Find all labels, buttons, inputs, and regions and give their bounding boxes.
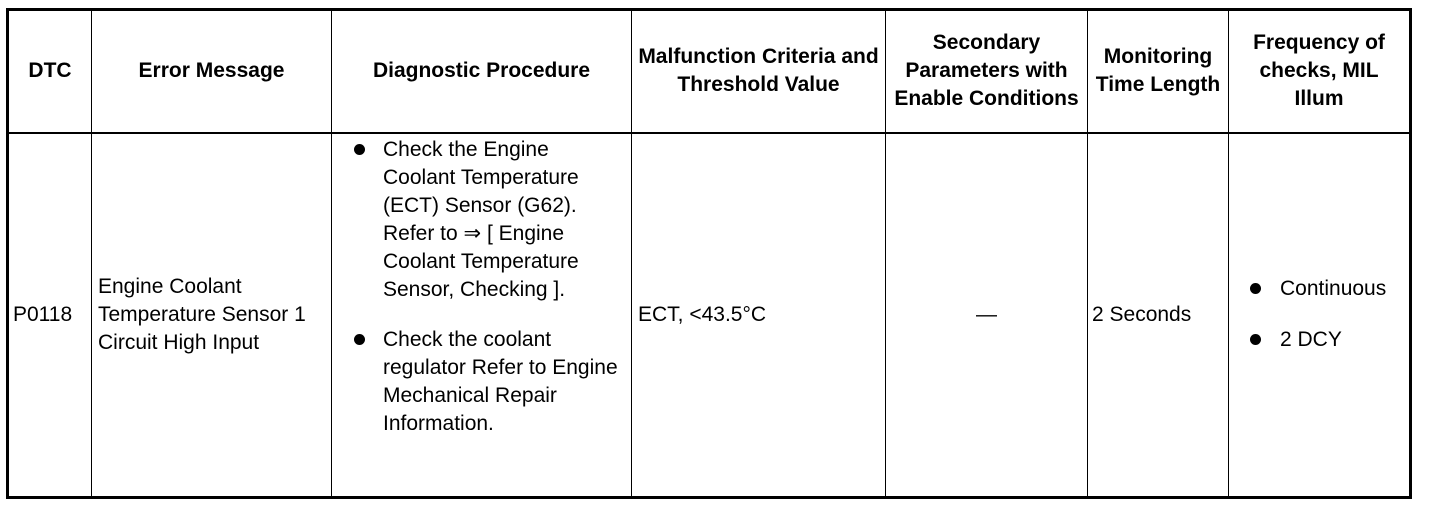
- header-dtc: DTC: [8, 10, 92, 133]
- procedure-list: [332, 136, 631, 438]
- header-secondary-parameters: Secondary Parameters with Enable Conditions: [886, 10, 1088, 133]
- bullet-icon: [354, 334, 365, 345]
- dtc-table: [6, 8, 1412, 499]
- bullet-icon: [1250, 283, 1261, 294]
- diagnostic-procedure-cell: [332, 133, 632, 498]
- table-row: [8, 133, 1411, 498]
- dtc-code-cell: P0118: [8, 133, 92, 498]
- frequency-item-text: Continuous: [1280, 277, 1387, 301]
- header-diagnostic-procedure: Diagnostic Procedure: [332, 10, 632, 133]
- frequency-cell: [1229, 133, 1411, 498]
- monitoring-time-cell: 2 Seconds: [1088, 133, 1229, 498]
- header-error-message: Error Message: [92, 10, 332, 133]
- bullet-icon: [354, 144, 365, 155]
- header-frequency: Frequency of checks, MIL Illum: [1229, 10, 1411, 133]
- frequency-item: [1229, 326, 1409, 354]
- header-monitoring-time: Monitoring Time Length: [1088, 10, 1229, 133]
- bullet-icon: [1250, 334, 1261, 345]
- error-message-cell: Engine Coolant Temperature Sensor 1 Circuit High Input: [92, 133, 332, 498]
- frequency-item-text: 2 DCY: [1280, 328, 1342, 352]
- frequency-item: [1229, 275, 1409, 303]
- procedure-item: [332, 326, 631, 438]
- malfunction-criteria-cell: ECT, <43.5°C: [632, 133, 886, 498]
- procedure-item-text: Check the Engine Coolant Temperature (ECT) Sensor (G62). Refer to ⇒ [ Engine Coolant Temperature Sensor, Checking ].: [383, 137, 579, 301]
- header-row: [8, 10, 1411, 133]
- frequency-list: [1229, 275, 1409, 354]
- procedure-item-text: Check the coolant regulator Refer to Engine Mechanical Repair Information.: [383, 327, 618, 435]
- procedure-item: [332, 136, 631, 304]
- header-malfunction-criteria: Malfunction Criteria and Threshold Value: [632, 10, 886, 133]
- secondary-parameters-cell: —: [886, 133, 1088, 498]
